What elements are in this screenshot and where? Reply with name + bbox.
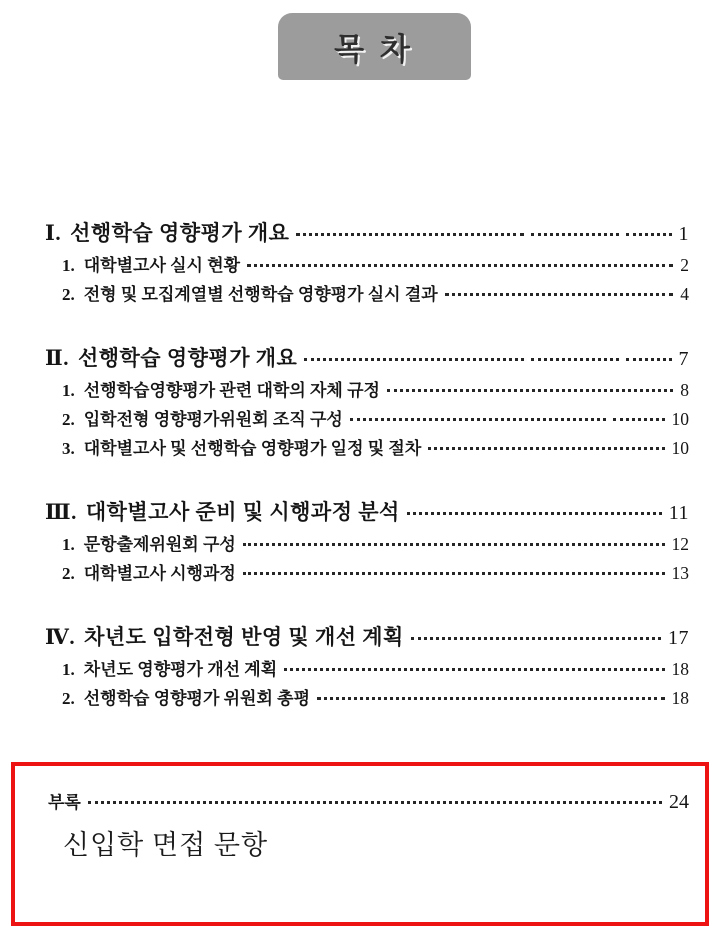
toc-section-heading <box>45 622 689 653</box>
toc-list <box>0 218 722 713</box>
page-title-box <box>278 13 471 80</box>
toc-section-heading-title: 대학별고사 준비 및 시행과정 분석 <box>85 500 400 524</box>
toc-item <box>45 405 689 434</box>
toc-section <box>45 497 689 588</box>
appendix-page-number: 24 <box>669 791 689 813</box>
dotted-leader <box>243 572 665 575</box>
dotted-leader <box>613 418 665 421</box>
toc-section-heading <box>45 218 689 249</box>
toc-item-title: 차년도 영향평가 개선 계획 <box>83 660 278 679</box>
toc-section <box>45 218 689 309</box>
dotted-leader <box>387 389 673 392</box>
toc-item-number: 1. <box>62 535 75 554</box>
toc-item-page-number: 18 <box>671 688 689 708</box>
dotted-leader <box>247 264 673 267</box>
toc-item-title: 대학별고사 및 선행학습 영향평가 일정 및 절차 <box>83 439 422 458</box>
toc-section-heading-page-number: 11 <box>668 502 689 524</box>
toc-item <box>45 655 689 684</box>
dotted-leader <box>304 358 523 361</box>
toc-section-heading-title: 선행학습 영향평가 개요 <box>77 346 298 370</box>
appendix-entry <box>48 788 689 814</box>
dotted-leader <box>626 358 672 361</box>
toc-section-heading-title: 선행학습 영향평가 개요 <box>70 221 290 245</box>
toc-item-number: 2. <box>62 410 75 429</box>
toc-item-page-number: 13 <box>671 563 689 583</box>
toc-item <box>45 684 689 713</box>
toc-section-heading <box>45 497 689 528</box>
toc-item-title: 대학별고사 실시 현황 <box>83 256 241 275</box>
appendix-label: 부록 <box>48 793 81 812</box>
toc-section <box>45 622 689 713</box>
toc-item-title: 선행학습 영향평가 위원회 총평 <box>83 689 310 708</box>
toc-item-title: 전형 및 모집계열별 선행학습 영향평가 실시 결과 <box>83 285 438 304</box>
toc-item-page-number: 2 <box>680 255 689 275</box>
toc-item-page-number: 18 <box>671 659 689 679</box>
toc-section-heading-number: Ⅱ. <box>45 346 69 370</box>
dotted-leader <box>284 668 664 671</box>
toc-section <box>45 343 689 463</box>
toc-section-heading-page-number: 1 <box>678 223 689 245</box>
dotted-leader <box>445 293 674 296</box>
toc-section-heading-title: 차년도 입학전형 반영 및 개선 계획 <box>84 625 404 649</box>
dotted-leader <box>626 233 672 236</box>
toc-item <box>45 376 689 405</box>
toc-item-page-number: 8 <box>680 380 689 400</box>
appendix-highlight-box <box>11 762 709 926</box>
toc-item-page-number: 10 <box>671 409 689 429</box>
toc-item <box>45 251 689 280</box>
dotted-leader <box>428 447 664 450</box>
toc-item <box>45 559 689 588</box>
dotted-leader <box>88 801 662 804</box>
toc-item-number: 1. <box>62 660 75 679</box>
document-page <box>0 13 722 926</box>
toc-section-heading-number: Ⅰ. <box>45 221 62 245</box>
toc-item-page-number: 12 <box>671 534 689 554</box>
toc-item <box>45 280 689 309</box>
toc-section-heading-page-number: 17 <box>668 627 689 649</box>
toc-item-page-number: 10 <box>671 438 689 458</box>
dotted-leader <box>531 233 619 236</box>
toc-item-title: 문항출제위원회 구성 <box>83 535 236 554</box>
dotted-leader <box>407 512 662 515</box>
toc-item-page-number: 4 <box>680 284 689 304</box>
dotted-leader <box>296 233 523 236</box>
toc-item-title: 입학전형 영향평가위원회 조직 구성 <box>83 410 343 429</box>
toc-section-heading <box>45 343 689 374</box>
toc-section-heading-number: Ⅲ. <box>45 500 77 524</box>
toc-section-heading-number: Ⅳ. <box>45 625 76 649</box>
toc-item-number: 2. <box>62 285 75 304</box>
appendix-subtitle: 신입학 면접 문항 <box>63 830 269 860</box>
toc-section-heading-page-number: 7 <box>678 348 689 370</box>
toc-item-title: 대학별고사 시행과정 <box>83 564 236 583</box>
dotted-leader <box>350 418 606 421</box>
toc-item-title: 선행학습영향평가 관련 대학의 자체 규정 <box>83 381 380 400</box>
dotted-leader <box>317 697 665 700</box>
dotted-leader <box>531 358 619 361</box>
toc-item-number: 1. <box>62 381 75 400</box>
toc-item <box>45 530 689 559</box>
page-title: 목 차 <box>334 32 414 67</box>
dotted-leader <box>243 543 665 546</box>
toc-item-number: 2. <box>62 689 75 708</box>
toc-item <box>45 434 689 463</box>
toc-item-number: 3. <box>62 439 75 458</box>
dotted-leader <box>411 637 661 640</box>
toc-item-number: 1. <box>62 256 75 275</box>
toc-item-number: 2. <box>62 564 75 583</box>
